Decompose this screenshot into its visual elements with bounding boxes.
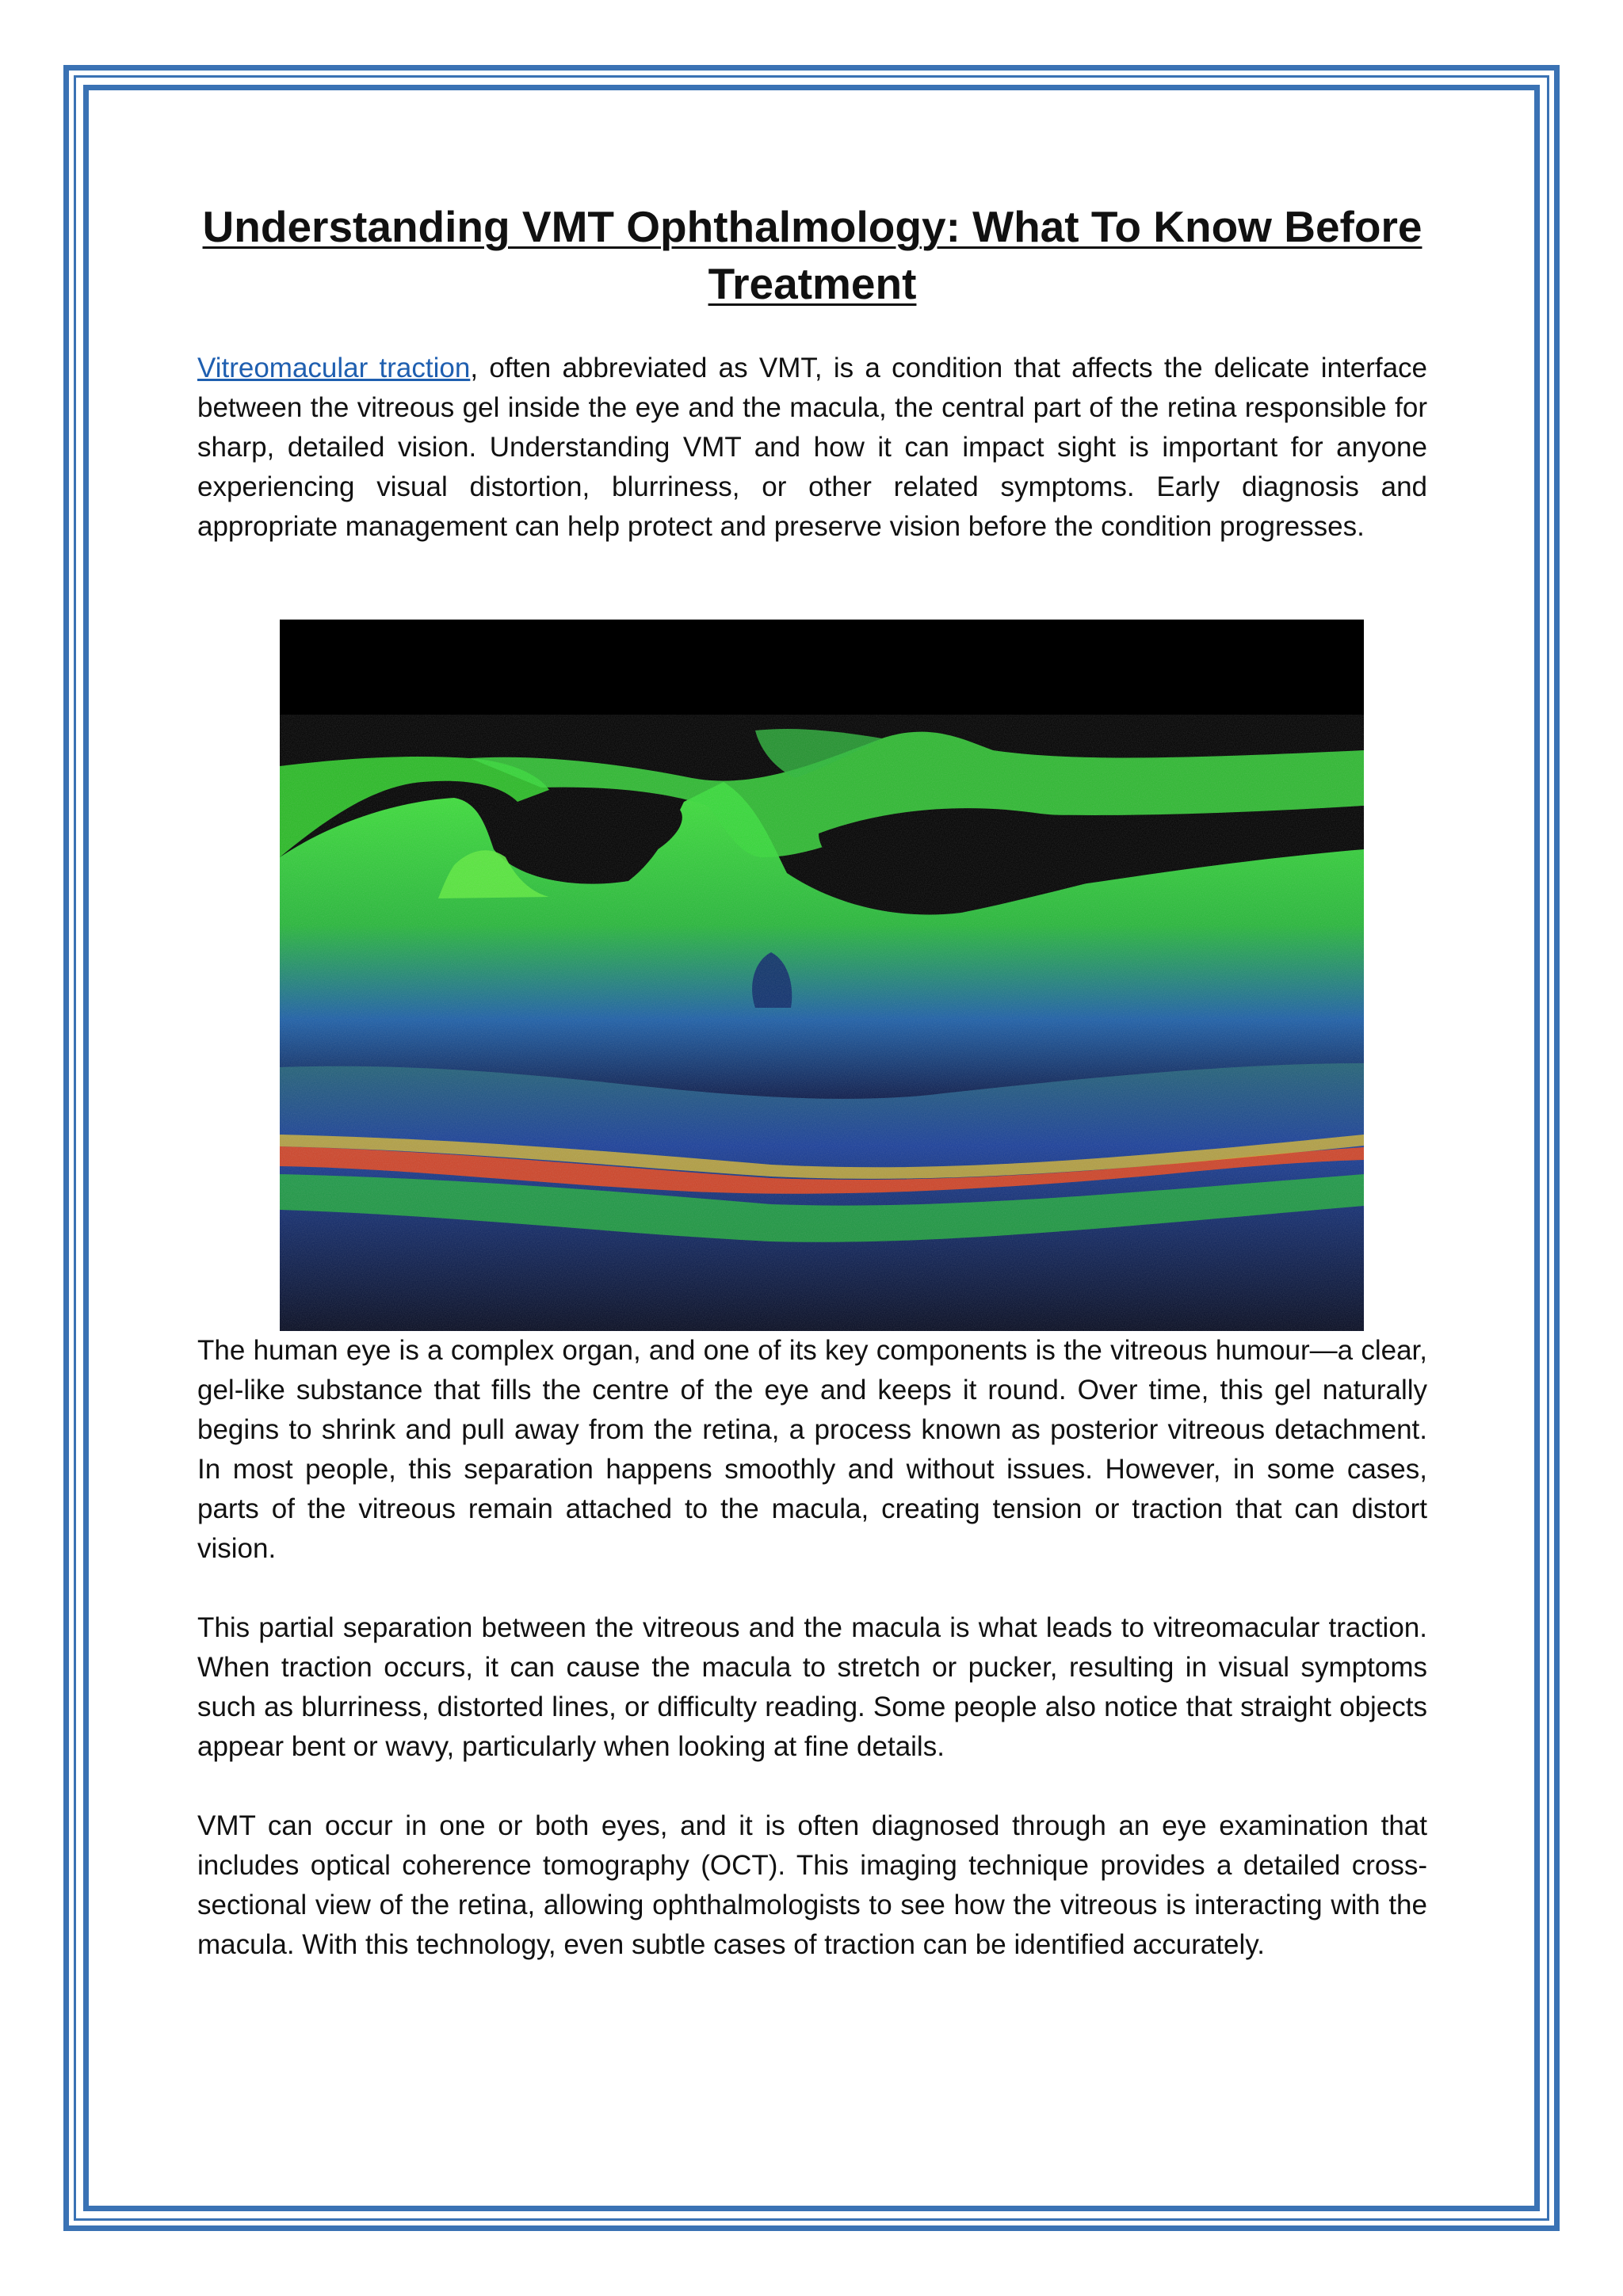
page-title: Understanding VMT Ophthalmology: What To Know Before Treatment bbox=[202, 202, 1423, 308]
paragraph-oct-diagnosis: VMT can occur in one or both eyes, and it is often diagnosed through an eye examination that includes optical coherence tomography (OCT). This imaging technique provides a detailed cross-sectional view of the retina, allowing ophthalmologists to see how the vitreous is interacting with the macula. With this technology, even subtle cases of traction can be identified accurately. bbox=[197, 1810, 1427, 1960]
paragraph-vitreous-humour: The human eye is a complex organ, and one of its key components is the vitreous humour—a clear, gel-like substance that fills the centre of the eye and keeps it round. Over time, this gel naturally begins to shrink and pull away from the retina, a process known as posterior vitreous detachment. In most people, this separation happens smoothly and without issues. However, in some cases, parts of the vitreous remain attached to the macula, creating tension or traction that can distort vision. bbox=[197, 1335, 1427, 1564]
paragraph-partial-separation: This partial separation between the vitreous and the macula is what leads to vitreomacular traction. When traction occurs, it can cause the macula to stretch or pucker, resulting in visual symptoms such as blurriness, distorted lines, or difficulty reading. Some people also notice that straight objects appear bent or wavy, particularly when looking at fine details. bbox=[197, 1612, 1427, 1762]
intro-paragraph-text: , often abbreviated as VMT, is a condition that affects the delicate interface between the vitreous gel inside the eye and the macula, the central part of the retina responsible for sharp, detailed vision. Understanding VMT and how it can impact sight is important for anyone experiencing visual distortion, blurriness, or other related symptoms. Early diagnosis and appropriate management can help protect and preserve vision before the condition progresses. bbox=[197, 353, 1428, 542]
intro-paragraph bbox=[197, 349, 1427, 547]
oct-retina-scan-image bbox=[280, 620, 1364, 1331]
document-body bbox=[197, 198, 1427, 547]
vitreomacular-traction-link[interactable]: Vitreomacular traction bbox=[197, 353, 471, 383]
oct-scan-graphic bbox=[280, 620, 1364, 1331]
document-body-continued bbox=[197, 1331, 1427, 1965]
